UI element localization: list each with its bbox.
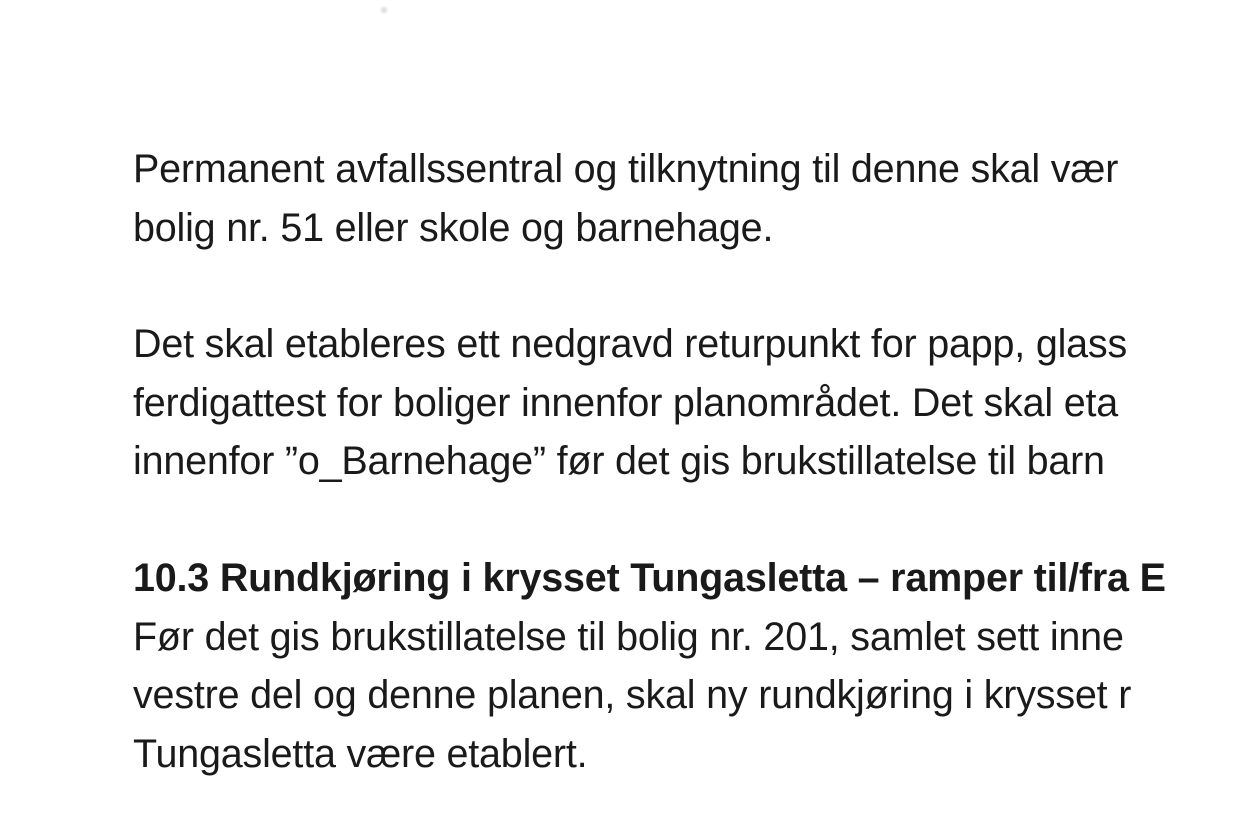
section-10-3 xyxy=(133,549,1246,783)
paragraph-return-point xyxy=(133,315,1246,491)
text-line: Det skal etableres ett nedgravd returpunkt for papp, glass xyxy=(133,322,1128,367)
paragraph-waste-facility xyxy=(133,140,1246,257)
text-line: Før det gis brukstillatelse til bolig nr. 201, samlet sett inne xyxy=(133,614,1124,659)
text-line: vestre del og denne planen, skal ny rundkjøring i krysset r xyxy=(133,673,1132,718)
text-line: bolig nr. 51 eller skole og barnehage. xyxy=(133,205,774,250)
text-line: Permanent avfallssentral og tilknytning til denne skal vær xyxy=(133,147,1119,191)
section-heading: 10.3 Rundkjøring i krysset Tungasletta – ramper til/fra E xyxy=(133,555,1166,600)
scan-speck xyxy=(380,6,388,14)
text-line: Tungasletta være etablert. xyxy=(133,731,588,776)
text-line: ferdigattest for boliger innenfor planområdet. Det skal eta xyxy=(133,380,1119,425)
document-body xyxy=(133,140,1246,783)
text-line: innenfor ”o_Barnehage” før det gis brukstillatelse til barn xyxy=(133,439,1105,484)
